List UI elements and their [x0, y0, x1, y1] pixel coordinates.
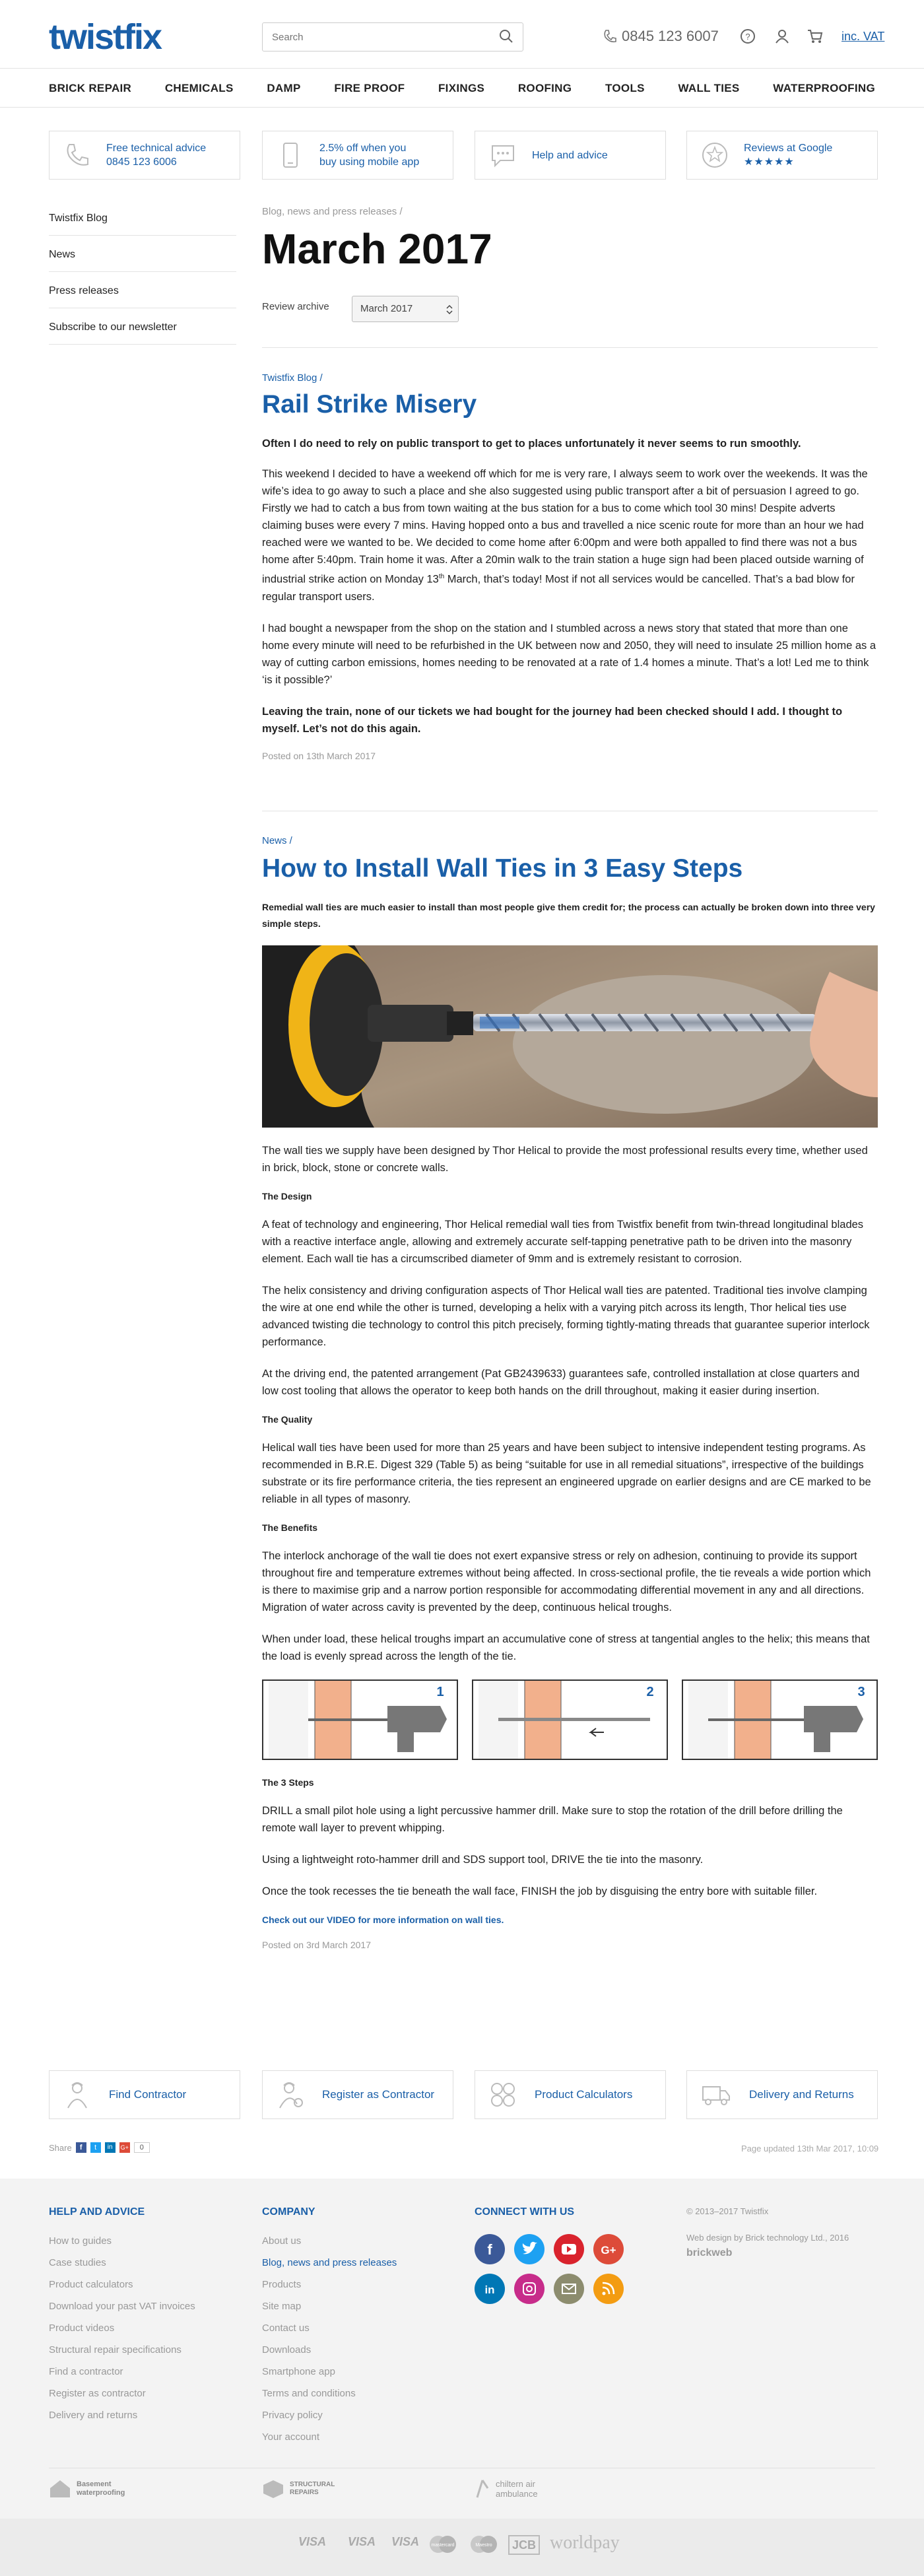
cart-icon[interactable]: [807, 28, 824, 45]
svg-text:mastercard: mastercard: [431, 2543, 455, 2548]
googleplus-icon[interactable]: [593, 2234, 624, 2264]
footer-link[interactable]: Your account: [262, 2431, 320, 2443]
calculator-icon: [490, 2082, 516, 2108]
house-icon: [49, 2479, 71, 2499]
select-arrows-icon: [446, 304, 453, 315]
phone-number: 0845 123 6007: [622, 28, 719, 44]
footer-help-column: [49, 2206, 195, 2426]
post-paragraph: This weekend I decided to have a weekend off which for me is very rare, I always seem to work over the weekends. It was the wife’s idea to go away to such a place and she also suggested using public transport after a bit of persuasion I agreed to go. Firstly we had to catch a bus from town waiting at the bus station for a bus to come which tool 30 mins! Despite adverts claiming buses were every 7 mins. Having hopped onto a bus and travelled a nice scenic route for more than an hour we had reached were we wanted to be. We decided to come home after 6:00pm and were both appalled to find there was not a bus home after 5:40pm. Train home it was. After a 20min walk to the train station a huge sign had been placed outside warning of industrial strike action on Monday 13th March, that’s today! Most if not all services would be cancelled. That’s a bad blow for regular transport users.: [262, 468, 868, 603]
section-heading: The Benefits: [262, 1522, 318, 1533]
instagram-icon[interactable]: [514, 2274, 544, 2304]
svg-text:f: f: [487, 2241, 492, 2258]
worldpay-logo: worldpay: [550, 2532, 620, 2553]
phone-icon: [603, 29, 616, 44]
footer-heading: CONNECT WITH US: [475, 2206, 575, 2218]
card-label: Product Calculators: [535, 2088, 633, 2101]
post-paragraph: The wall ties we supply have been designed by Thor Helical to provide the most professional results every time, whether used in brick, block, stone or concrete walls.: [262, 1145, 868, 1174]
rss-icon[interactable]: [593, 2274, 624, 2304]
footer-link[interactable]: Terms and conditions: [262, 2388, 356, 2399]
footer-link[interactable]: How to guides: [49, 2235, 112, 2247]
nav-fire-proof[interactable]: FIRE PROOF: [334, 82, 405, 94]
contractor-icon: [64, 2080, 90, 2109]
footer-link[interactable]: Downloads: [262, 2344, 312, 2356]
post-intro: Often I do need to rely on public transport to get to places unfortunately it never seems to run smoothly.: [262, 438, 801, 450]
share-label: Share: [49, 2142, 72, 2153]
footer-link[interactable]: About us: [262, 2235, 302, 2247]
footer-link[interactable]: Structural repair specifications: [49, 2344, 182, 2356]
feature-technical-advice[interactable]: [49, 131, 240, 180]
youtube-icon[interactable]: [554, 2234, 584, 2264]
footer-link[interactable]: Privacy policy: [262, 2410, 323, 2421]
footer-link[interactable]: Products: [262, 2279, 302, 2290]
card-find-contractor[interactable]: [49, 2070, 240, 2119]
nav-roofing[interactable]: ROOFING: [517, 82, 572, 94]
feature-mobile-app[interactable]: [262, 131, 453, 180]
partner-air-ambulance[interactable]: [475, 2479, 568, 2499]
copyright: © 2013–2017 Twistfix: [686, 2206, 769, 2216]
video-link[interactable]: Check out our VIDEO for more information on wall ties.: [262, 1915, 504, 1925]
ambulance-icon: [475, 2479, 490, 2499]
post-paragraph: The interlock anchorage of the wall tie does not exert expansive stress or rely on adhesion, continuing to provide its support throughout fire and temperature extremes without being affected. In cross-sectional profile, the tie reveals a wide portion which is there to maximise grip and a narrow portion responsible for accommodating differential movement in any and all directions. Migration of water across cavity is prevented by the deep, continuous helical troughs.: [262, 1550, 871, 1613]
googleplus-share-icon[interactable]: G+: [119, 2142, 130, 2153]
post-paragraph: When under load, these helical troughs impart an accumulative cone of stress at tangential angles to the helix; this means that the load is evenly spread across the length of the tie.: [262, 1633, 870, 1662]
sidebar-item-blog[interactable]: Twistfix Blog: [49, 199, 236, 236]
post-paragraph: A feat of technology and engineering, Thor Helical remedial wall ties from Twistfix benefit from twin-thread longitudinal blades with a reactive interface angle, allowing and extremely accurate self-tapping penetrative path to be driven into the masonry element. Each wall tie has a circumscribed diameter of 9mm and is extremely resistant to corrosion.: [262, 1219, 864, 1265]
svg-text:Maestro: Maestro: [475, 2543, 492, 2548]
web-design-credit[interactable]: Web design by Brick technology Ltd., 2016: [686, 2233, 849, 2243]
visa-logo: VISA: [298, 2535, 327, 2548]
feature-line1: Reviews at Google: [744, 143, 833, 154]
footer-connect-column: [475, 2206, 574, 2230]
feature-line1: 2.5% off when you: [319, 143, 407, 154]
svg-text:in: in: [484, 2284, 495, 2296]
truck-icon: [702, 2083, 731, 2107]
footer-link[interactable]: Register as contractor: [49, 2388, 146, 2399]
visa-debit-logo: VISA: [348, 2535, 376, 2548]
card-label: Find Contractor: [109, 2088, 187, 2101]
step-3-diagram: [682, 1679, 878, 1760]
nav-fixings[interactable]: FIXINGS: [438, 82, 485, 94]
partner-label: Basement waterproofing: [77, 2480, 125, 2497]
post-intro: Remedial wall ties are much easier to install than most people give them credit for; the process can actually be broken down into three very simple steps.: [262, 902, 875, 929]
divider: [262, 347, 878, 348]
drill-photo: [262, 945, 878, 1128]
cube-icon: [262, 2479, 284, 2499]
footer-link[interactable]: Product videos: [49, 2322, 115, 2334]
nav-wall-ties[interactable]: WALL TIES: [678, 82, 740, 94]
partner-structural[interactable]: [262, 2479, 336, 2499]
post-date: Posted on 13th March 2017: [262, 750, 376, 761]
linkedin-share-icon[interactable]: in: [105, 2142, 116, 2153]
facebook-icon[interactable]: [475, 2234, 505, 2264]
sidebar-item-news[interactable]: News: [49, 236, 236, 272]
card-label: Register as Contractor: [322, 2088, 435, 2101]
archive-selected: March 2017: [360, 303, 413, 314]
nav-chemicals[interactable]: CHEMICALS: [164, 82, 234, 94]
partner-label: chiltern air ambulance: [496, 2479, 538, 2499]
share-bar: [49, 2142, 150, 2153]
card-delivery-returns[interactable]: [686, 2070, 878, 2119]
feature-line2: 0845 123 6006: [106, 156, 177, 168]
feature-line1: Free technical advice: [106, 143, 207, 154]
step-text: Using a lightweight roto-hammer drill and SDS support tool, DRIVE the tie into the masonry.: [262, 1854, 704, 1866]
footer-heading: COMPANY: [262, 2206, 315, 2218]
post-category[interactable]: News /: [262, 835, 292, 846]
mastercard-logo: [426, 2534, 459, 2555]
payments-bar: [0, 2519, 924, 2576]
sidebar-item-newsletter[interactable]: Subscribe to our newsletter: [49, 308, 236, 345]
linkedin-icon[interactable]: [475, 2274, 505, 2304]
share-count: 0: [134, 2142, 150, 2153]
svg-text:?: ?: [745, 32, 750, 42]
footer-heading: HELP AND ADVICE: [49, 2206, 145, 2218]
vat-toggle[interactable]: inc. VAT: [842, 30, 885, 43]
post-date: Posted on 3rd March 2017: [262, 1940, 371, 1950]
register-icon: [277, 2080, 304, 2109]
feature-line1: Help and advice: [532, 149, 608, 161]
step-text: Once the took recesses the tie beneath the wall face, FINISH the job by disguising the entry bore with suitable filler.: [262, 1885, 818, 1897]
page-updated: Page updated 13th Mar 2017, 10:09: [741, 2144, 879, 2153]
star-icon: [700, 141, 729, 170]
nav-waterproofing[interactable]: WATERPROOFING: [773, 82, 875, 94]
twitter-icon[interactable]: [514, 2234, 544, 2264]
step-text: DRILL a small pilot hole using a light percussive hammer drill. Make sure to stop the rotation of the drill before drilling the remote wall layer to prevent whipping.: [262, 1805, 843, 1834]
chat-icon: [488, 141, 517, 170]
page-title: March 2017: [262, 225, 492, 273]
svg-text:G+: G+: [601, 2244, 616, 2256]
card-product-calculators[interactable]: [475, 2070, 666, 2119]
footer-link[interactable]: Site map: [262, 2301, 302, 2312]
section-heading: The 3 Steps: [262, 1777, 314, 1788]
post-paragraph: I had bought a newspaper from the shop on the station and I stumbled across a news story that stated that more than one home every minute will need to be refurbished in the UK between now and 2050, they will need to insulate 25 million home as a way of cutting carbon emissions, homes needing to be renovated at a rate of 1.4 homes a minute. That’s a lot! Led me to think ‘is it possible?’: [262, 622, 876, 686]
footer-company-column: [262, 2206, 397, 2448]
post-paragraph: Helical wall ties have been used for more than 25 years and have been subject to intensive independent testing programs. As recommended in B.R.E. Digest 329 (Table 5) as being “suitable for use in all remedial situations”, irrespective of the buildings substrate or its fire performance criteria, the ties represent an engineered upgrade on earlier designs and are CE marked to be reliable in all types of masonry.: [262, 1442, 871, 1505]
step-number: 3: [857, 1685, 865, 1699]
step-1-diagram: [262, 1679, 458, 1760]
step-number: 2: [646, 1685, 654, 1699]
account-icon[interactable]: [774, 28, 791, 45]
post-title[interactable]: Rail Strike Misery: [262, 390, 477, 419]
search-icon[interactable]: [499, 29, 513, 44]
site-header: [0, 0, 924, 69]
email-icon[interactable]: [554, 2274, 584, 2304]
card-register-contractor[interactable]: [262, 2070, 453, 2119]
footer-link[interactable]: Delivery and returns: [49, 2410, 138, 2421]
sidebar-item-press[interactable]: Press releases: [49, 272, 236, 308]
post-category[interactable]: Twistfix Blog /: [262, 372, 323, 384]
footer-link[interactable]: Smartphone app: [262, 2366, 335, 2377]
footer-link[interactable]: Blog, news and press releases: [262, 2257, 397, 2268]
feature-help-advice[interactable]: [475, 131, 666, 180]
nav-tools[interactable]: TOOLS: [605, 82, 645, 94]
section-heading: The Design: [262, 1191, 312, 1202]
footer-link[interactable]: Find a contractor: [49, 2366, 123, 2377]
main-nav: [0, 69, 924, 108]
site-footer: [0, 2179, 924, 2576]
header-phone[interactable]: [603, 28, 719, 45]
feature-reviews[interactable]: [686, 131, 878, 180]
nav-brick-repair[interactable]: BRICK REPAIR: [49, 82, 132, 94]
nav-damp[interactable]: DAMP: [267, 82, 301, 94]
breadcrumb[interactable]: Blog, news and press releases /: [262, 206, 403, 217]
help-icon[interactable]: [739, 28, 756, 45]
brickweb-logo[interactable]: brickweb: [686, 2247, 733, 2258]
search-input[interactable]: [262, 22, 523, 51]
post-paragraph: At the driving end, the patented arrangement (Pat GB2439633) guarantees safe, controlled installation at close quarters and low cost tooling that allows the operator to keep both hands on the drill throughout, making it easier during insertion.: [262, 1368, 860, 1397]
phone-icon: [63, 141, 92, 170]
footer-link[interactable]: Product calculators: [49, 2279, 133, 2290]
step-number: 1: [436, 1685, 444, 1699]
feature-line2: buy using mobile app: [319, 156, 420, 168]
visa-electron-logo: VISA: [391, 2535, 420, 2548]
post-rail-strike: [262, 372, 878, 761]
facebook-share-icon[interactable]: f: [76, 2142, 86, 2153]
card-label: Delivery and Returns: [749, 2088, 854, 2101]
section-heading: The Quality: [262, 1414, 313, 1425]
mobile-icon: [276, 141, 305, 170]
footer-link[interactable]: Contact us: [262, 2322, 310, 2334]
post-title[interactable]: How to Install Wall Ties in 3 Easy Steps: [262, 854, 743, 883]
jcb-logo: JCB: [508, 2535, 540, 2555]
footer-link[interactable]: Case studies: [49, 2257, 106, 2268]
archive-select[interactable]: [352, 296, 459, 322]
post-closing: Leaving the train, none of our tickets we had bought for the journey had been checked should I add. I thought to myself. Let’s not do this again.: [262, 705, 843, 735]
review-stars: ★★★★★: [744, 156, 795, 168]
partner-label: STRUCTURAL REPAIRS: [290, 2481, 335, 2496]
step-2-diagram: [472, 1679, 668, 1760]
maestro-logo: [467, 2534, 500, 2555]
steps-diagram: [262, 1679, 878, 1760]
logo[interactable]: twistfix: [49, 17, 162, 57]
partner-basement[interactable]: [49, 2479, 143, 2499]
post-wall-ties: [262, 835, 878, 1950]
archive-label: Review archive: [262, 301, 329, 312]
post-paragraph: The helix consistency and driving configuration aspects of Thor Helical wall ties are patented. Traditional ties involve clamping the wire at one end while the other is turned, developing a helix with a varying pitch across its length, Thor helical ties use advanced twisting die technology to control this pitch precisely, forming tightly-mating threads that guarantee superior interlock performance.: [262, 1285, 870, 1348]
twitter-share-icon[interactable]: t: [90, 2142, 101, 2153]
footer-link[interactable]: Download your past VAT invoices: [49, 2301, 195, 2312]
